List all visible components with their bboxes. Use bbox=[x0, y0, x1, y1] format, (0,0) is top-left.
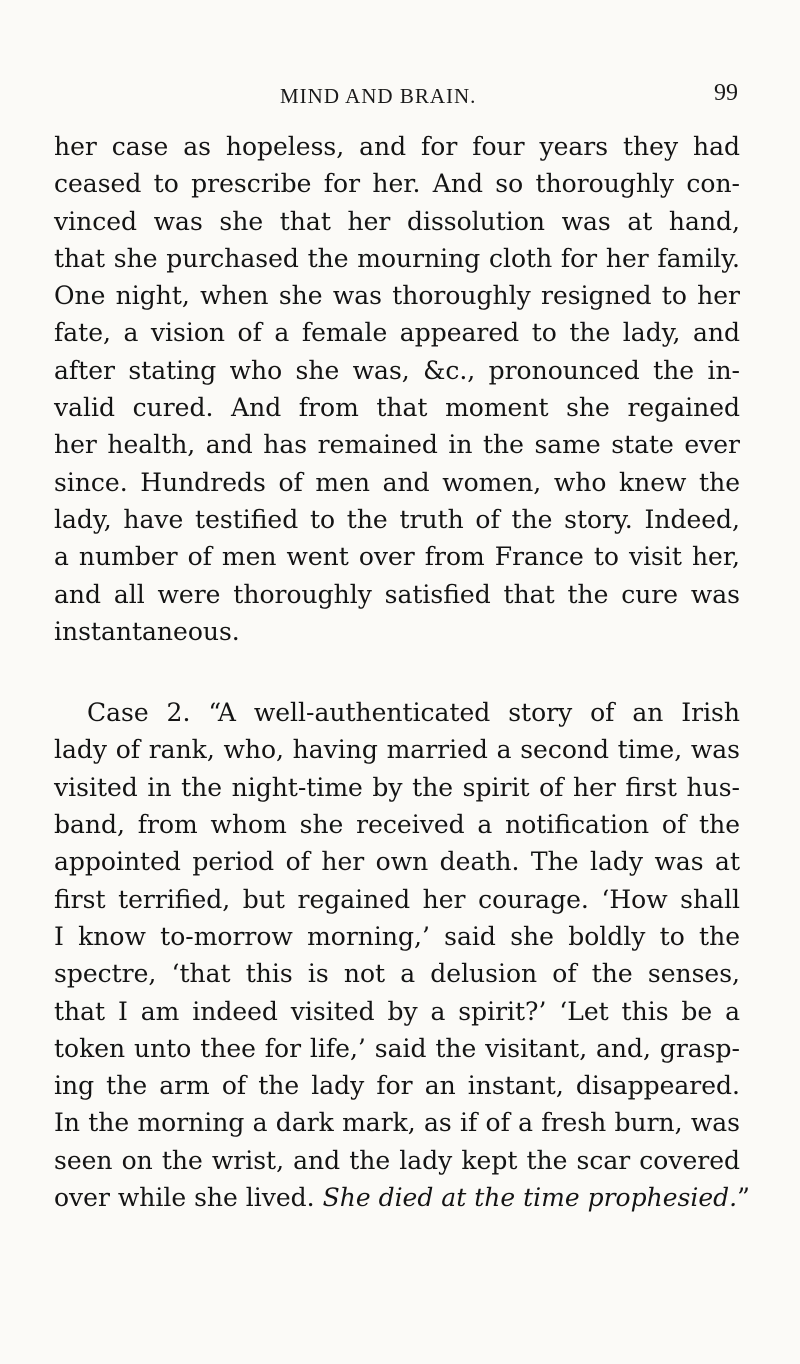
final-line-close-quote: ” bbox=[737, 1183, 750, 1213]
text-line: first terrified, but regained her courage. ‘How shall bbox=[54, 884, 740, 914]
text-line: and all were thoroughly satisfied that the cure was bbox=[54, 579, 740, 609]
running-head: MIND AND BRAIN. bbox=[280, 84, 477, 108]
page-header bbox=[280, 78, 738, 118]
text-line: visited in the night-time by the spirit of her first hus- bbox=[54, 772, 740, 802]
page-number: 99 bbox=[714, 80, 738, 106]
text-line: ing the arm of the lady for an instant, disappeared. bbox=[54, 1071, 740, 1101]
text-line: fate, a vision of a female appeared to the lady, and bbox=[54, 318, 740, 348]
text-line: One night, when she was thoroughly resigned to her bbox=[54, 281, 740, 311]
final-line-roman: over while she lived. bbox=[54, 1183, 323, 1213]
text-line: her health, and has remained in the same state ever bbox=[54, 430, 740, 460]
paragraph-case-2 bbox=[54, 694, 750, 1216]
text-line: since. Hundreds of men and women, who knew the bbox=[54, 467, 740, 497]
text-line: that she purchased the mourning cloth for her family. bbox=[54, 243, 740, 273]
text-line: Case 2. “A well-authenticated story of an Irish bbox=[87, 698, 740, 728]
text-line: band, from whom she received a notification of the bbox=[54, 810, 740, 840]
text-line: lady, have testified to the truth of the story. Indeed, bbox=[54, 504, 740, 534]
body-text bbox=[54, 128, 750, 1216]
text-line-final bbox=[54, 1179, 750, 1216]
text-line: instantaneous. bbox=[54, 616, 240, 646]
text-line: valid cured. And from that moment she regained bbox=[54, 393, 740, 423]
paragraph-continuation bbox=[54, 128, 740, 650]
text-line: after stating who she was, &c., pronounced the in- bbox=[54, 355, 740, 385]
text-line: I know to-morrow morning,’ said she boldly to the bbox=[54, 921, 740, 951]
text-line: vinced was she that her dissolution was at hand, bbox=[54, 206, 740, 236]
text-line: spectre, ‘that this is not a delusion of the senses, bbox=[54, 959, 740, 989]
text-line: lady of rank, who, having married a second time, was bbox=[54, 735, 740, 765]
text-line: seen on the wrist, and the lady kept the scar covered bbox=[54, 1145, 740, 1175]
paragraph-gap bbox=[54, 650, 740, 694]
text-line: that I am indeed visited by a spirit?’ ‘Let this be a bbox=[54, 996, 740, 1026]
final-line-italic: She died at the time prophesied. bbox=[322, 1183, 738, 1213]
text-line: her case as hopeless, and for four years they had bbox=[54, 132, 740, 161]
text-line: token unto thee for life,’ said the visitant, and, grasp- bbox=[54, 1033, 740, 1063]
text-line: appointed period of her own death. The lady was at bbox=[54, 847, 740, 877]
text-line: In the morning a dark mark, as if of a fresh burn, was bbox=[54, 1108, 740, 1138]
text-line: a number of men went over from France to visit her, bbox=[54, 542, 740, 572]
text-line: ceased to prescribe for her. And so thoroughly con- bbox=[54, 169, 740, 199]
